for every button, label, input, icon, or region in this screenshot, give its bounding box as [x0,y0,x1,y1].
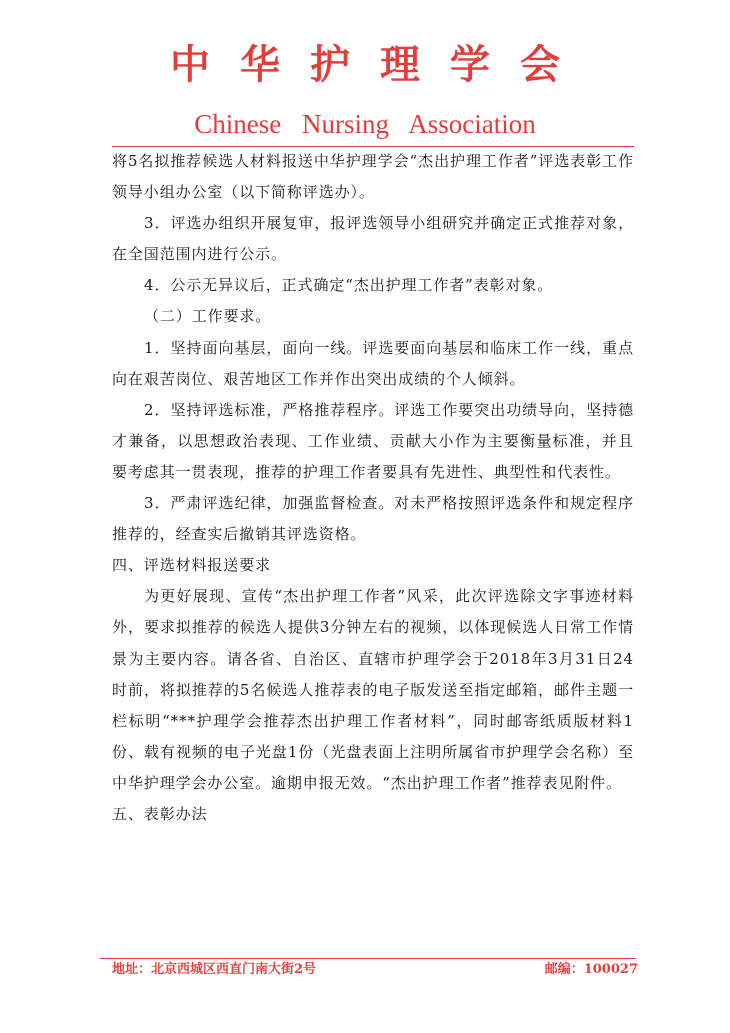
letterhead-subtitle: Chinese Nursing Association [194,109,536,139]
paragraph: 3．评选办组织开展复审，报评选领导小组研究并确定正式推荐对象，在全国范围内进行公示。 [112,214,634,264]
paragraph: 为更好展现、宣传“杰出护理工作者”风采，此次评选除文字事迹材料外，要求拟推荐的候选人提供3分钟左右的视频，以体现候选人日常工作情景为主要内容。请各省、自治区、直辖市护理学会于2018年3月31日24时前，将拟推荐的5名候选人推荐表的电子版发送至指定邮箱，邮件主题一栏标明“***护理学会推荐杰出护理工作者材料”，同时邮寄纸质版材料1份、载有视频的电子光盘1份（光盘表面上注明所属省市护理学会名称）至中华护理学会办公室。逾期申报无效。“杰出护理工作者”推荐表见附件。 [112,587,634,792]
section-heading: 五、表彰办法 [112,804,208,823]
letterhead-title: 中华护理学会 [170,41,590,88]
footer-divider [100,958,636,959]
footer-address: 地址：北京西城区西直门南大街2号 [112,962,317,977]
document-body [112,146,634,830]
footer-postcode: 邮编：100027 [544,962,638,977]
paragraph: 4．公示无异议后，正式确定“杰出护理工作者”表彰对象。 [144,276,554,295]
paragraph: 1．坚持面向基层，面向一线。评选要面向基层和临床工作一线，重点向在艰苦岗位、艰苦地区工作并作出突出成绩的个人倾斜。 [112,338,634,388]
section-heading: 四、评选材料报送要求 [112,556,272,575]
paragraph: 将5名拟推荐候选人材料报送中华护理学会“杰出护理工作者”评选表彰工作领导小组办公室（以下简称评选办）。 [112,152,634,202]
paragraph: 3．严肃评选纪律，加强监督检查。对未严格按照评选条件和规定程序推荐的，经查实后撤销其评选资格。 [112,494,634,544]
section-subheading: （二）工作要求。 [144,307,272,326]
paragraph: 2．坚持评选标准，严格推荐程序。评选工作要突出功绩导向，坚持德才兼备，以思想政治表现、工作业绩、贡献大小作为主要衡量标准，并且要考虑其一贯表现，推荐的护理工作者要具有先进性、典型性和代表性。 [112,400,634,481]
